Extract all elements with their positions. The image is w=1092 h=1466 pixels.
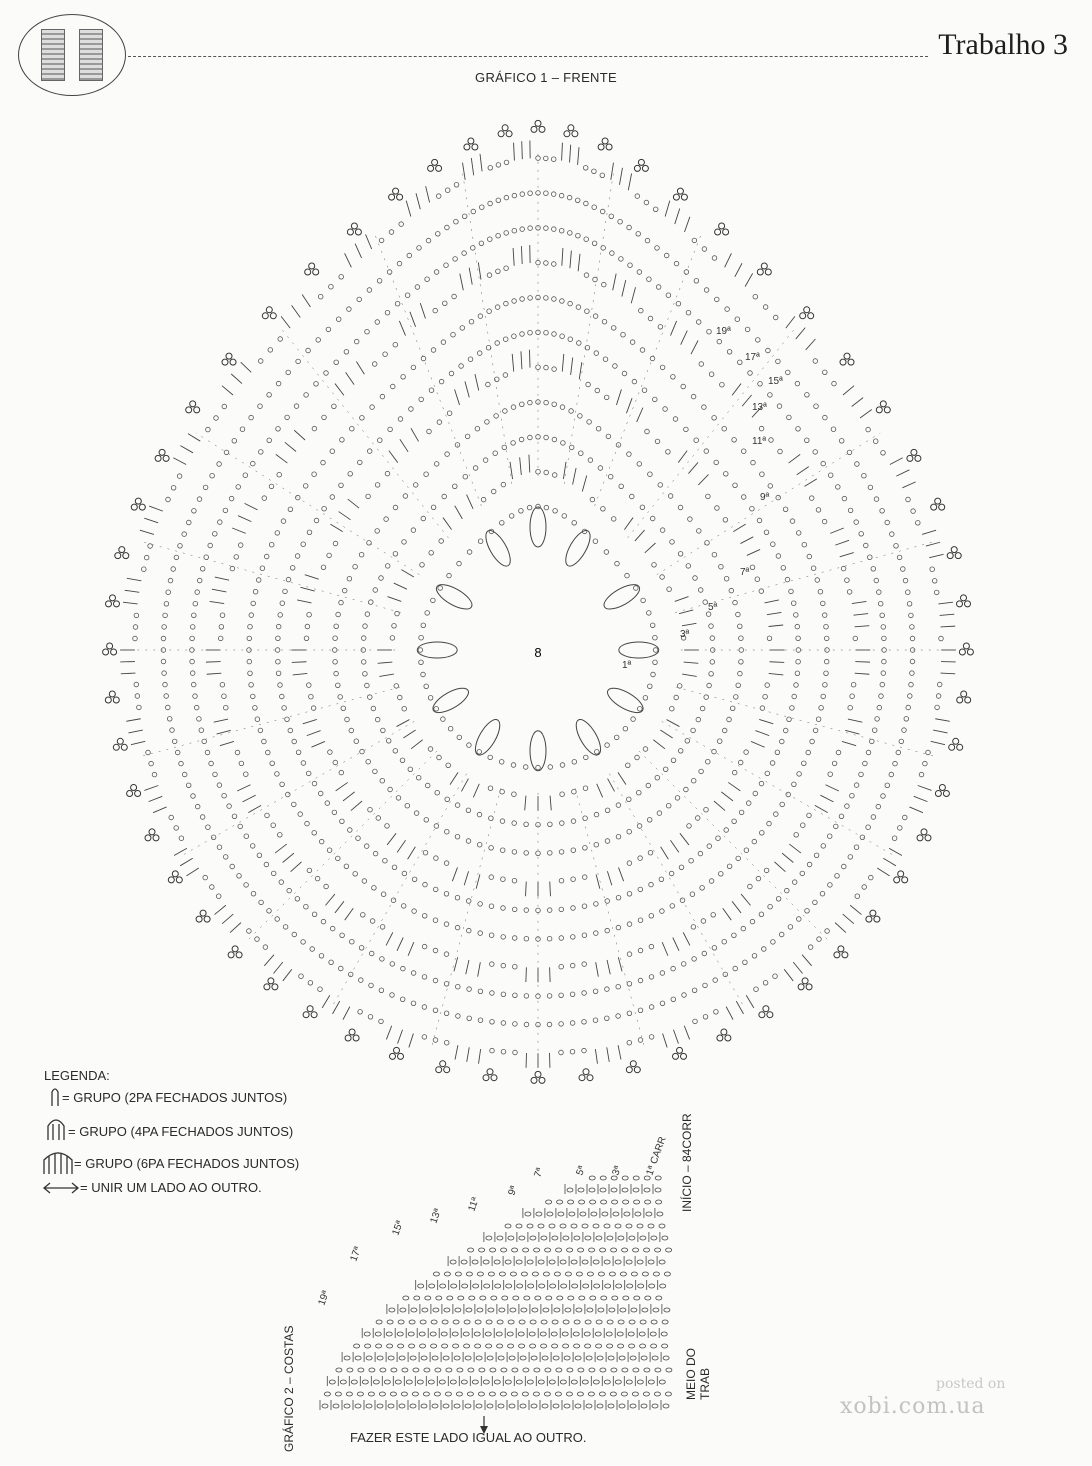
chart1-row-label: 13ª <box>752 402 767 413</box>
chart1-row-label: 9ª <box>760 492 770 503</box>
chart2-row-label: 9ª <box>506 1184 520 1198</box>
legend-title: LEGENDA: <box>44 1068 110 1083</box>
chart2-row-label: 17ª <box>348 1245 364 1264</box>
chart2-row-label: 3ª <box>610 1164 624 1178</box>
legend-item-4pa: = GRUPO (4PA FECHADOS JUNTOS) <box>68 1124 294 1139</box>
chart1-row-labels <box>622 326 783 671</box>
chart2-row-label: 19ª <box>316 1289 332 1308</box>
chart2-note: FAZER ESTE LADO IGUAL AO OUTRO. <box>350 1430 587 1445</box>
chart1-title: GRÁFICO 1 – FRENTE <box>475 70 617 85</box>
chart2-row-label: 15ª <box>390 1219 406 1238</box>
chart2-row-label: 7ª <box>532 1166 546 1180</box>
page-title: Trabalho 3 <box>938 28 1068 61</box>
watermark-line1: posted on <box>936 1376 1006 1392</box>
chart1-row-label: 11ª <box>752 436 767 447</box>
chart2-title: GRÁFICO 2 – COSTAS <box>282 1325 296 1452</box>
legend-item-6pa: = GRUPO (6PA FECHADOS JUNTOS) <box>74 1156 300 1171</box>
chart1-row-label: 17ª <box>745 352 760 363</box>
legend-item-2pa: = GRUPO (2PA FECHADOS JUNTOS) <box>62 1090 288 1105</box>
chart2-row-label: 5ª <box>574 1164 588 1178</box>
chart2-middle-label: MEIO DO TRAB <box>684 1347 712 1400</box>
chart1-row-label: 1ª <box>622 660 632 671</box>
chart1-row-label: 3ª <box>680 629 690 640</box>
chart2-grid <box>320 1176 672 1410</box>
chart1-row-label: 7ª <box>740 567 750 578</box>
watermark-site: xobi.com.ua <box>840 1394 986 1419</box>
legend-item-join: = UNIR UM LADO AO OUTRO. <box>80 1180 262 1195</box>
chart1-row-label: 15ª <box>768 376 783 387</box>
group-2-stitch-icon <box>52 1089 58 1106</box>
chart1-doily <box>103 120 974 1083</box>
chart2-start-label: INÍCIO – 84CORR <box>680 1113 694 1212</box>
chart2-row-label: 1ª CARR <box>644 1135 669 1178</box>
chart2-row-label: 11ª <box>466 1196 482 1214</box>
chart1-row-label: 5ª <box>708 602 718 613</box>
chart2-row-label: 13ª <box>428 1207 444 1226</box>
group-6-stitch-icon <box>44 1153 72 1174</box>
chart1-center-label: 8 <box>534 645 542 660</box>
group-4-stitch-icon <box>48 1120 64 1140</box>
join-arrow-icon <box>44 1183 78 1193</box>
chart1-row-label: 19ª <box>716 326 731 337</box>
